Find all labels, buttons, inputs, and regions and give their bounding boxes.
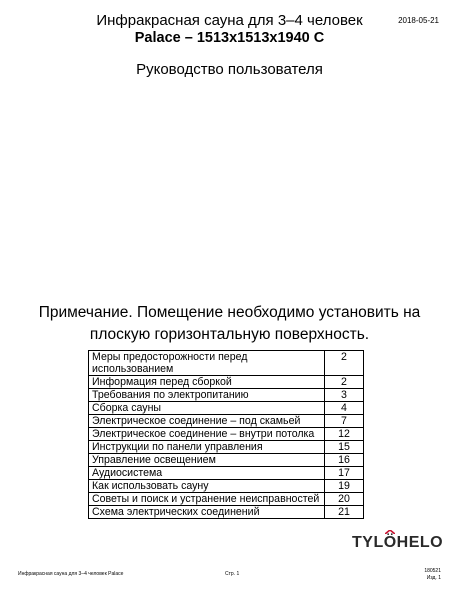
table-row [89, 351, 364, 376]
table-row [89, 480, 364, 493]
table-row [89, 493, 364, 506]
toc-entry-page: 7 [325, 415, 364, 428]
document-title: Инфракрасная сауна для 3–4 человек [96, 12, 363, 29]
table-row [89, 454, 364, 467]
table-row [89, 415, 364, 428]
toc-entry-page: 2 [325, 351, 364, 376]
toc-entry-page: 3 [325, 389, 364, 402]
document-date: 2018-05-21 [398, 16, 439, 25]
toc-entry-title: Электрическое соединение – внутри потолка [89, 428, 325, 441]
toc-entry-title: Как использовать сауну [89, 480, 325, 493]
model-title: Palace – 1513x1513x1940 C [134, 30, 325, 46]
toc-entry-page: 17 [325, 467, 364, 480]
footer-edition: Изд. 1 [426, 575, 441, 581]
logo-accent-icon [385, 530, 395, 534]
table-row [89, 402, 364, 415]
toc-entry-page: 21 [325, 506, 364, 519]
installation-note: Примечание. Помещение необходимо установить на плоскую горизонтальную поверхность. [38, 304, 421, 343]
toc-entry-title: Управление освещением [89, 454, 325, 467]
toc-entry-title: Инструкции по панели управления [89, 441, 325, 454]
toc-entry-title: Советы и поиск и устранение неисправностей [89, 493, 325, 506]
footer-page-number: Стр. 1 [225, 571, 240, 577]
table-row [89, 389, 364, 402]
toc-entry-title: Информация перед сборкой [89, 376, 325, 389]
toc-entry-title: Требования по электропитанию [89, 389, 325, 402]
toc-entry-title: Электрическое соединение – под скамьей [89, 415, 325, 428]
toc-entry-title: Схема электрических соединений [89, 506, 325, 519]
table-of-contents [88, 350, 364, 519]
brand-logo: TYLÖ HELO [352, 534, 443, 552]
footer-revision [424, 568, 441, 582]
toc-entry-title: Аудиосистема [89, 467, 325, 480]
toc-entry-title: Сборка сауны [89, 402, 325, 415]
toc-entry-page: 4 [325, 402, 364, 415]
table-row [89, 506, 364, 519]
document-subtitle: Руководство пользователя [136, 61, 323, 78]
table-row [89, 376, 364, 389]
table-row [89, 441, 364, 454]
toc-entry-page: 2 [325, 376, 364, 389]
toc-entry-page: 12 [325, 428, 364, 441]
footer-code: 180521 [424, 568, 441, 574]
toc-entry-page: 20 [325, 493, 364, 506]
table-row [89, 428, 364, 441]
toc-entry-page: 19 [325, 480, 364, 493]
toc-entry-page: 15 [325, 441, 364, 454]
footer-document-name: Инфракрасная сауна для 3–4 человек Palace [18, 571, 124, 577]
table-row [89, 467, 364, 480]
toc-entry-title: Меры предосторожности перед использованием [89, 351, 325, 376]
toc-entry-page: 16 [325, 454, 364, 467]
